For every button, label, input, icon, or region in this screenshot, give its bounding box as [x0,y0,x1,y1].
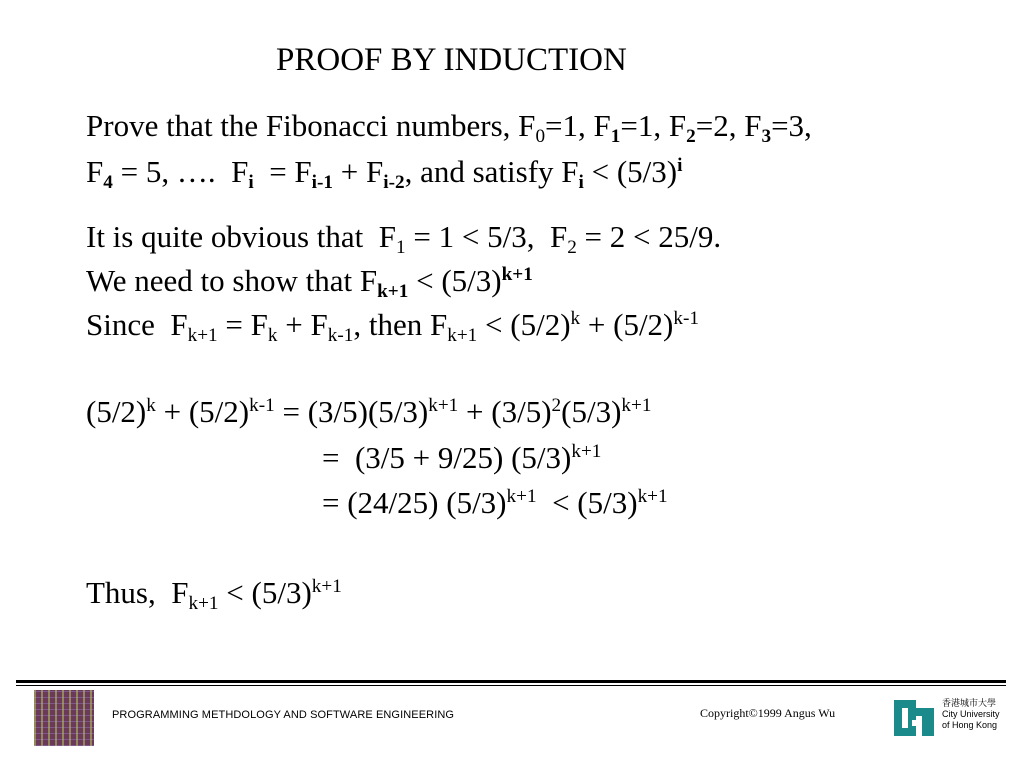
statement-line-1: Prove that the Fibonacci numbers, $F_0=1$, $F_1=1$, $F_2=2$, $F_3=3$, [86,108,812,148]
university-logo-icon [886,694,942,742]
footer-copyright: Copyright©1999 Angus Wu [700,706,836,720]
footer-rule-thin [16,685,1006,686]
equation-line-1: $(5/2)^k + (5/2)^{k-1} = (3/5)(5/3)^{k+1} + (3/5)^2(5/3)^{k+1}$ [86,394,652,429]
footer-decorative-image [34,690,94,746]
statement-line-2: $F_4 = 5$, …. $F_i = F_{i-1} + F_{i-2}$, and satisfy $F_i < (5/3)^i$ [86,154,683,194]
obvious-line: It is quite obvious that $F_1 = 1 < 5/3$, $F_2 = 2 < 25/9$. [86,219,722,259]
since-line: Since $F_{k+1} = F_k + F_{k-1}$, then $F_{k+1} < (5/2)^k + (5/2)^{k-1}$ [86,307,699,347]
need-show-line: We need to show that $F_{k+1} < (5/3)^{k+1}$ [86,263,533,303]
conclusion-line: Thus, $F_{k+1} < (5/3)^{k+1}$ [86,575,342,615]
equation-line-2: = (3/5 + 9/25) $(5/3)^{k+1}$ [322,440,602,475]
university-name-line1: City University [942,709,1000,719]
footer-course-title: PROGRAMMING METHDOLOGY AND SOFTWARE ENGINEERING [112,709,455,721]
university-name-line2: of Hong Kong [942,720,998,730]
equation-line-3: = (24/25) $(5/3)^{k+1} < (5/3)^{k+1}$ [322,485,668,520]
university-name [942,698,1000,731]
footer-rule-thick [16,680,1006,683]
university-name-chinese: 香港城市大學 [942,698,997,708]
slide-title: PROOF BY INDUCTION [276,42,627,78]
